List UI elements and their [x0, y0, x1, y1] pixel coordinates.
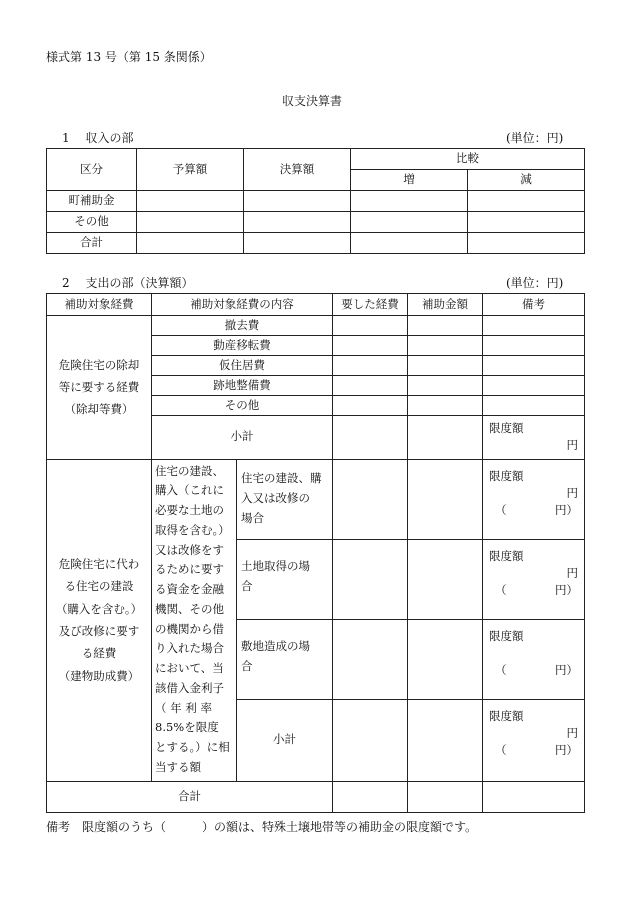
demolition-label	[47, 316, 152, 460]
desc-line: とする。）に相	[155, 740, 230, 755]
income-cell[interactable]	[137, 233, 244, 254]
amount-cell[interactable]	[333, 699, 408, 781]
income-cell[interactable]	[468, 191, 585, 212]
desc-line: り入れた場合	[155, 641, 224, 656]
paren-close: 円）	[555, 583, 578, 597]
demolition-item: 動産移転費	[152, 336, 333, 356]
remarks-cell[interactable]	[483, 396, 585, 416]
amount-cell[interactable]	[333, 336, 408, 356]
income-header-settlement: 決算額	[244, 149, 351, 191]
desc-line: の機関から借	[155, 621, 224, 636]
amount-cell[interactable]	[333, 376, 408, 396]
demolition-item: その他	[152, 396, 333, 416]
item-line: 場合	[241, 510, 264, 525]
building-label-line: 及び改修に要す	[58, 624, 140, 638]
income-row-label: 町補助金	[47, 191, 137, 212]
amount-cell[interactable]	[333, 459, 408, 539]
expense-unit: (単位：円)	[506, 276, 564, 290]
demolition-label-line: 危険住宅の除却	[58, 357, 140, 372]
amount-cell[interactable]	[333, 619, 408, 699]
income-cell[interactable]	[244, 191, 351, 212]
income-row-label: その他	[47, 212, 137, 233]
amount-cell[interactable]	[408, 539, 483, 619]
desc-line: において、当	[155, 661, 224, 676]
item-line: 敷地造成の場	[241, 638, 310, 653]
demolition-item: 跡地整備費	[152, 376, 333, 396]
income-header-increase: 増	[351, 170, 468, 191]
remarks-cell[interactable]	[483, 356, 585, 376]
income-cell[interactable]	[137, 212, 244, 233]
yen-label: 円	[566, 725, 578, 740]
income-cell[interactable]	[244, 212, 351, 233]
income-cell[interactable]	[244, 233, 351, 254]
desc-line: 購入（これに	[155, 483, 224, 498]
demolition-item: 撤去費	[152, 316, 333, 336]
desc-line: 機関、その他	[155, 601, 224, 616]
limit-cell[interactable]	[483, 699, 585, 781]
amount-cell[interactable]	[408, 699, 483, 781]
building-label-line: る住宅の建設	[64, 579, 134, 594]
amount-cell[interactable]	[408, 459, 483, 539]
expense-total: 合計	[47, 781, 333, 812]
limit-label: 限度額	[489, 468, 524, 483]
amount-cell[interactable]	[408, 619, 483, 699]
desc-line: （ 年 利 率	[155, 700, 212, 715]
yen-label: 円	[566, 438, 578, 453]
income-header-comparison: 比較	[351, 149, 585, 170]
limit-label: 限度額	[489, 548, 524, 563]
building-subtotal: 小計	[237, 699, 333, 781]
amount-cell[interactable]	[408, 416, 483, 460]
amount-cell[interactable]	[333, 416, 408, 460]
expense-section-title: 2 支出の部（決算額）	[62, 276, 194, 290]
amount-cell[interactable]	[408, 356, 483, 376]
demolition-label-line: （除却等費）	[64, 402, 134, 417]
building-item	[237, 539, 333, 619]
footnote: 備考 限度額のうち（ ）の額は、特殊土壌地帯等の補助金の限度額です。	[46, 820, 478, 834]
income-cell[interactable]	[468, 212, 585, 233]
item-line: 合	[241, 578, 253, 593]
amount-cell[interactable]	[408, 396, 483, 416]
item-line: 住宅の建設、購	[241, 470, 322, 485]
building-description	[152, 459, 237, 781]
amount-cell[interactable]	[333, 781, 408, 812]
income-cell[interactable]	[351, 191, 468, 212]
limit-cell[interactable]	[483, 619, 585, 699]
desc-line: 取得を含む。）	[155, 522, 230, 537]
limit-cell[interactable]	[483, 459, 585, 539]
demolition-subtotal: 小計	[152, 416, 333, 460]
amount-cell[interactable]	[333, 356, 408, 376]
remarks-cell[interactable]	[483, 376, 585, 396]
desc-line: るために要す	[155, 562, 224, 577]
document-title: 収支決算書	[282, 94, 343, 108]
building-label-line: （購入を含む。）	[55, 601, 143, 616]
paren-open: （	[495, 743, 507, 757]
paren-close: 円）	[555, 503, 578, 517]
building-label-line: る経費	[81, 646, 117, 661]
limit-cell[interactable]	[483, 539, 585, 619]
expense-table	[46, 293, 585, 813]
paren-close: 円）	[555, 663, 578, 677]
income-cell[interactable]	[351, 233, 468, 254]
item-line: 合	[241, 658, 253, 673]
income-cell[interactable]	[137, 191, 244, 212]
amount-cell[interactable]	[408, 376, 483, 396]
desc-line: 8.5%を限度	[155, 720, 219, 735]
building-label-line: 危険住宅に代わ	[58, 556, 140, 571]
limit-label: 限度額	[489, 708, 524, 723]
demolition-item: 仮住居費	[152, 356, 333, 376]
remarks-cell[interactable]	[483, 336, 585, 356]
expense-header-content: 補助対象経費の内容	[152, 294, 333, 316]
item-line: 入又は改修の	[241, 490, 310, 505]
amount-cell[interactable]	[408, 336, 483, 356]
expense-header-remarks: 備考	[483, 294, 585, 316]
desc-line: る資金を金融	[155, 582, 224, 597]
remarks-cell[interactable]	[483, 316, 585, 336]
demolition-label-line: 等に要する経費	[58, 380, 140, 395]
income-header-budget: 予算額	[137, 149, 244, 191]
building-label-line: （建物助成費）	[58, 668, 140, 683]
desc-line: 必要な土地の	[155, 503, 224, 518]
income-unit: (単位：円)	[506, 131, 564, 145]
item-line: 土地取得の場	[241, 558, 310, 573]
form-number: 様式第 13 号（第 15 条関係）	[46, 50, 212, 64]
yen-label: 円	[566, 485, 578, 500]
expense-header-subject: 補助対象経費	[47, 294, 152, 316]
limit-cell[interactable]	[483, 416, 585, 460]
expense-header-subsidy: 補助金額	[408, 294, 483, 316]
income-header-decrease: 減	[468, 170, 585, 191]
income-header-category: 区分	[47, 149, 137, 191]
yen-label: 円	[566, 565, 578, 580]
income-section-title: 1 収入の部	[62, 131, 134, 145]
paren-open: （	[495, 583, 507, 597]
desc-line: 又は改修をす	[155, 542, 224, 557]
income-row-label: 合計	[47, 233, 137, 254]
paren-close: 円）	[555, 743, 578, 757]
desc-line: 住宅の建設、	[155, 463, 224, 478]
amount-cell[interactable]	[408, 316, 483, 336]
expense-header-required: 要した経費	[333, 294, 408, 316]
limit-label: 限度額	[489, 628, 524, 643]
desc-line: 当する額	[155, 759, 201, 774]
amount-cell[interactable]	[333, 396, 408, 416]
building-item	[237, 619, 333, 699]
paren-open: （	[495, 503, 507, 517]
desc-line: 該借入金利子	[155, 680, 224, 695]
income-cell[interactable]	[468, 233, 585, 254]
income-table	[46, 148, 585, 254]
paren-open: （	[495, 663, 507, 677]
building-label	[47, 459, 152, 781]
building-item	[237, 459, 333, 539]
amount-cell[interactable]	[333, 316, 408, 336]
amount-cell[interactable]	[333, 539, 408, 619]
amount-cell[interactable]	[408, 781, 483, 812]
limit-label: 限度額	[489, 421, 524, 435]
remarks-cell[interactable]	[483, 781, 585, 812]
income-cell[interactable]	[351, 212, 468, 233]
